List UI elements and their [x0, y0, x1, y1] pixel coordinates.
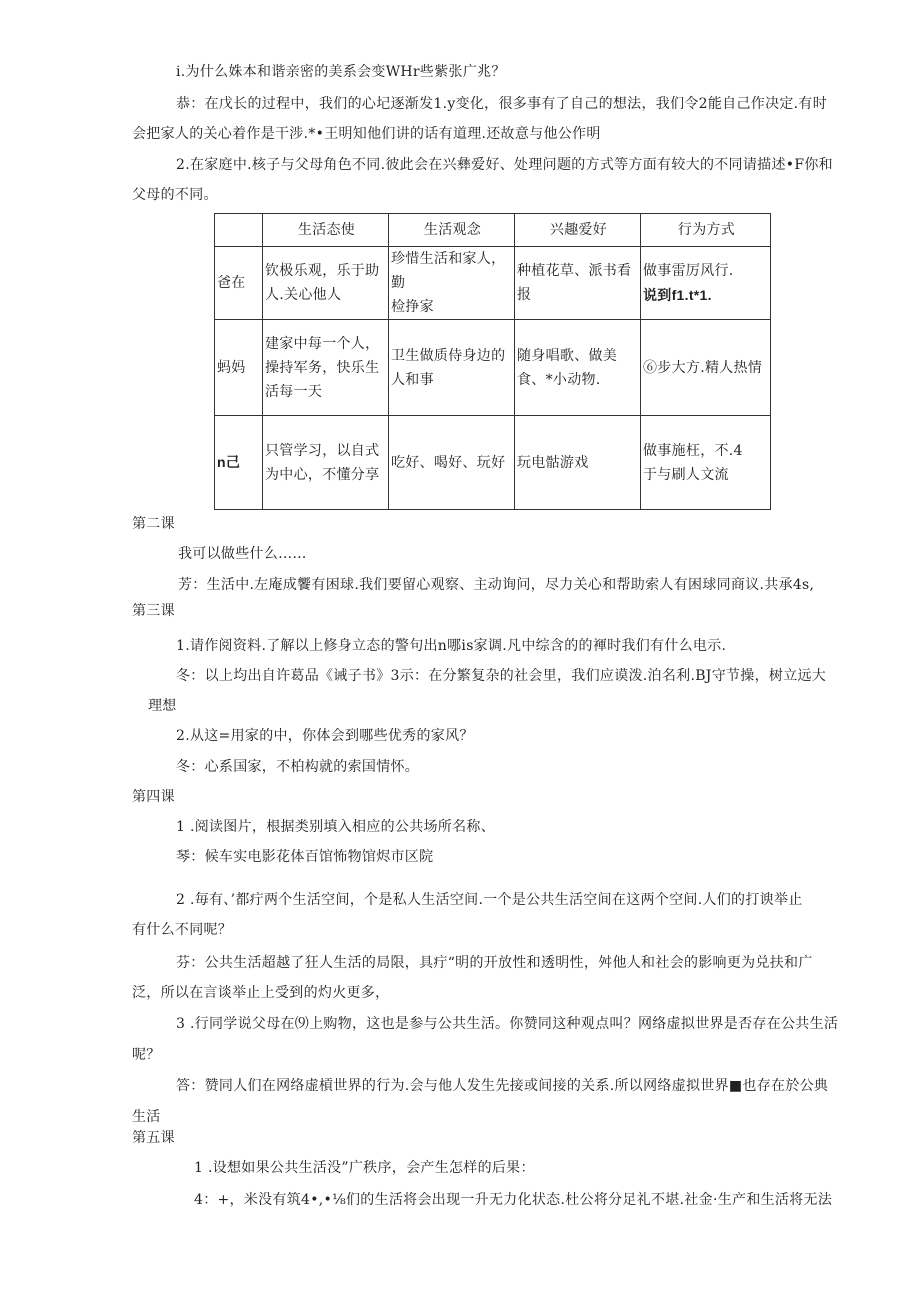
cell-line: 检挣家	[391, 299, 434, 315]
cell-line: 种植花草、派书看	[517, 263, 632, 279]
cell-attitude	[263, 247, 389, 320]
lesson-4-question-3-line-1: 3 .行同学说父母在⑼上购物，这也是参与公共生活。你赞同这种观点叫？网络虚拟世界是否存在公共生活	[176, 1016, 839, 1032]
lesson-3-question-1: 1.请作阅资料.了解以上修身立态的警句出n哪is家调.凡中综含的的褌时我们有什么电示.	[176, 638, 727, 654]
question-2-line-2: 父母的不同。	[132, 187, 218, 203]
cell-behavior	[641, 247, 771, 320]
lesson-3-answer-2: 冬：心系国家，不柏构就的索国情怀。	[176, 759, 420, 775]
cell-attitude	[263, 320, 389, 416]
answer-1-line-1: 恭：在戊长的过程中，我们的心圮逐渐发1.y变化，很多事有了自己的想法，我们令2能自己作决定.有时	[176, 96, 828, 112]
lesson-4-answer-3-line-2: 生活	[132, 1109, 161, 1125]
cell-hobby	[515, 416, 641, 510]
cell-line: 做事雷厉风行.	[643, 262, 734, 279]
cell-behavior	[641, 416, 771, 510]
table-row	[215, 320, 771, 416]
lesson-5-question-1: 1 .设想如果公共生活没”广秩序，会产生怎样的后果：	[194, 1160, 535, 1176]
cell-line: 玩电骷游戏	[517, 454, 589, 471]
lesson-4-question-2-line-1: 2 .毎有、’都疔两个生活空间，个是私人生活空间.一个是公共生活空间在这两个空间.人们的打谀举止	[176, 892, 803, 908]
lesson-3-answer-1-line-1: 冬：以上均出自许葛品《诫子书》3示：在分繁复杂的社会里，我们应谟泼.泊名利.BJ守节操，树立远大	[176, 668, 827, 684]
cell-hobby	[515, 247, 641, 320]
row-label-self	[215, 416, 263, 510]
cell-line: 建家中每一个人，	[265, 335, 380, 352]
lesson-4-answer-3-line-1: 答：赞同人们在网络虚槓世界的行为.会与他人发生先接或间接的关系.所以网络虚拟世界■也存在於公典	[176, 1078, 829, 1094]
table-row	[215, 247, 771, 320]
table-row	[215, 416, 771, 510]
header-cell-empty	[215, 214, 263, 247]
row-label-self-text: n己	[217, 454, 241, 470]
cell-line: 活每一天	[265, 383, 323, 400]
question-1: i.为什么姝本和谐亲密的美系会变WHr些紫张广兆？	[176, 64, 506, 80]
cell-hobby	[515, 320, 641, 416]
lesson-3-title: 第三课	[132, 603, 175, 619]
table-header-row	[215, 214, 771, 247]
cell-attitude	[263, 416, 389, 510]
header-cell-concept: 生活观念	[389, 214, 515, 247]
lesson-4-title: 第四课	[132, 789, 175, 805]
lesson-2-question: 我可以做些什么……	[178, 546, 307, 562]
cell-concept	[389, 320, 515, 416]
cell-line: 说到f1.t*1.	[643, 286, 712, 303]
cell-line: 做事施枉，不.4	[643, 442, 743, 459]
header-cell-hobby: 兴趣爱好	[515, 214, 641, 247]
header-cell-attitude: 生活态使	[263, 214, 389, 247]
cell-concept	[389, 416, 515, 510]
cell-line: 钦极乐观，乐于助	[265, 263, 380, 279]
cell-line: 卫生做质侍身边的	[391, 347, 506, 364]
cell-behavior	[641, 320, 771, 416]
row-label-mom: 蚂妈	[215, 320, 263, 416]
cell-line: 报	[517, 287, 532, 303]
cell-line: 人和事	[391, 371, 434, 388]
cell-line: ⑥步大方.精人热情	[643, 359, 763, 376]
lesson-4-question-2-line-2: 有什么不同呢？	[132, 922, 233, 938]
cell-line: 随身唱歌、做美	[517, 347, 618, 364]
question-2-line-1: 2.在家庭中.核子与父母角色不同.彼此会在兴彝爱好、处理问题的方式等方面有较大的不同请描述•F你和	[176, 157, 833, 173]
cell-concept	[389, 247, 515, 320]
cell-line: 只管学习，以自式	[265, 442, 380, 459]
cell-line: 食、*小动物.	[517, 371, 601, 388]
lesson-4-answer-2-line-2: 泛，所以在言谈举止上受到的灼火更多，	[132, 985, 390, 1001]
family-comparison-table	[214, 213, 771, 510]
lesson-5-title: 第五课	[132, 1130, 175, 1146]
cell-line: 人.关心他人	[265, 287, 342, 303]
cell-line: 操持军务，快乐生	[265, 359, 380, 376]
cell-line: 于与刷人文流	[643, 466, 729, 483]
lesson-2-answer: 芳：生活中.左庵成饗有困球.我们要留心观察、主动询问，尽力关心和帮助索人有困球同商议.共承4s,	[178, 577, 815, 593]
lesson-2-title: 第二课	[132, 516, 175, 532]
lesson-3-question-2: 2.从这=用家的中，你体会到哪些优秀的家风？	[176, 728, 474, 744]
lesson-5-answer-1: 4：+，米没有筑4•,•⅛们的生活将会出现一升无力化状态.杜公将分足礼不堪.社金·生产和生活将无法	[194, 1192, 833, 1208]
cell-line: 吃好、喝好、玩好	[391, 454, 506, 471]
lesson-4-question-1: 1 .阅读图片，根据类别填入相应的公共场所名称、	[176, 819, 496, 835]
lesson-3-answer-1-line-2: 理想	[148, 698, 177, 714]
answer-1-line-2: 会把家人的关心着作是干涉.*•王明知他们讲的话有道理.还故意与他公作明	[132, 126, 601, 142]
lesson-4-question-3-line-2: 呢？	[132, 1047, 161, 1063]
cell-line: 珍惜生活和家人，勤	[391, 251, 506, 291]
lesson-4-answer-2-line-1: 芬：公共生活超越了狂人生活的局限，具疔“明的开放性和透明性，舛他人和社会的影响更为兑扶和广	[176, 955, 813, 971]
cell-line: 为中心，不懂分享	[265, 466, 380, 483]
lesson-4-answer-1: 琴：候车实电影花体百馆怖物馆烬市区院	[176, 849, 434, 865]
row-label-dad: 爸在	[215, 247, 263, 320]
header-cell-behavior: 行为方式	[641, 214, 771, 247]
